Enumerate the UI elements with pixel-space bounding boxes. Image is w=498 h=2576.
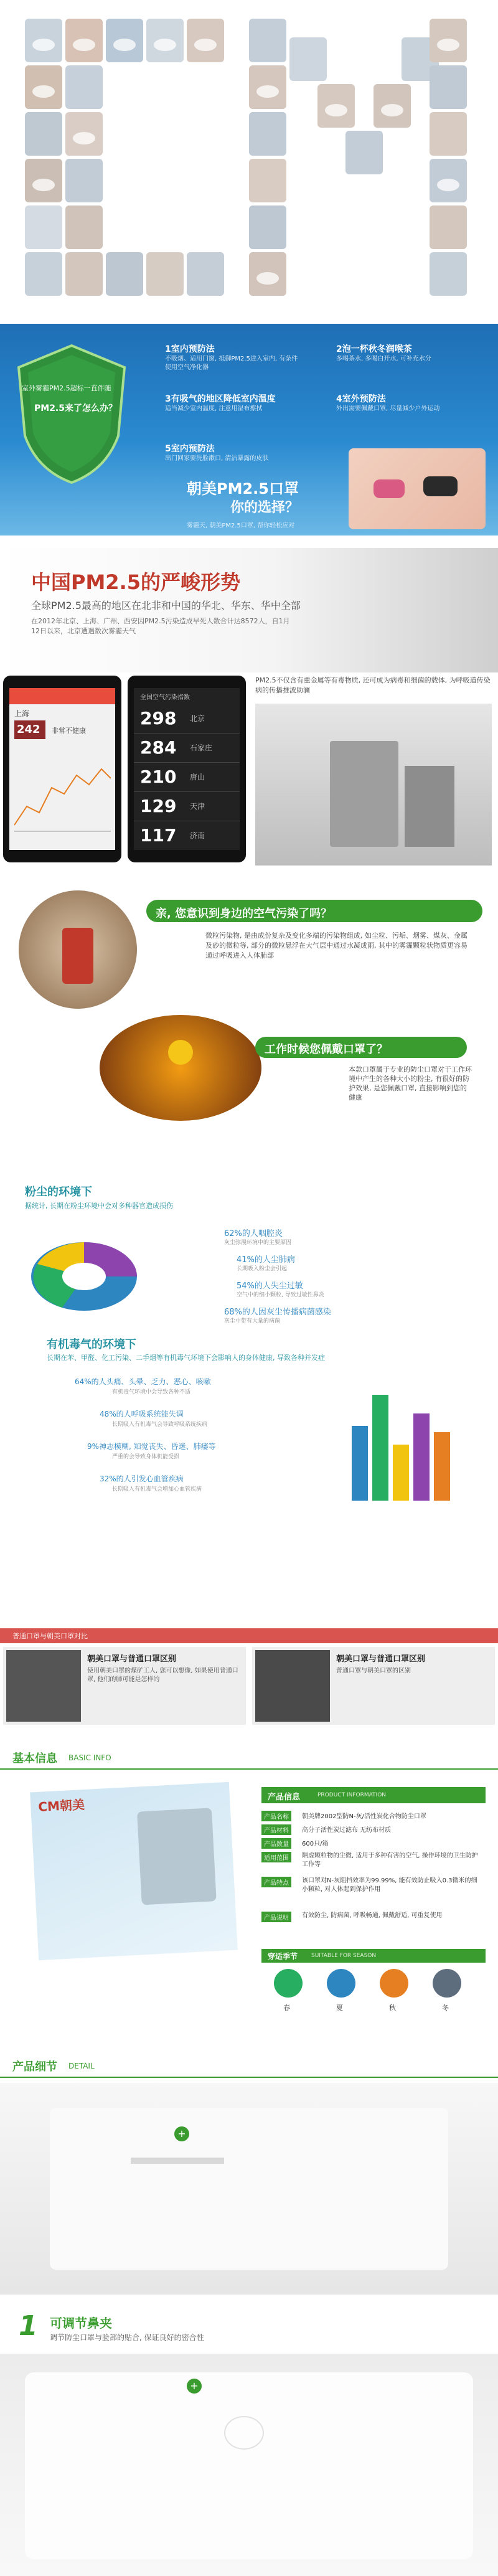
phone1-label: 非常不健康 [52,727,86,735]
slogan-line-2: 你的选择？ [230,500,299,516]
hero-banner [0,0,498,314]
detail-header: 产品细节 [12,2060,57,2074]
gas-subtitle: 长期在苯、甲醛、化工污染、二手烟等有机毒气环境下会影响人的身体健康, 导致各种并发症 [47,1354,325,1362]
stat-pct: 48%的人呼吸系统能失调 [100,1410,184,1418]
dust-subtitle: 据统计, 长期在粉尘环境中会对多种器官造成损伤 [25,1202,173,1210]
stat-pct: 64%的人头痛、头晕、乏力、恶心、咳嗽 [75,1377,211,1386]
detail-title: 可调节鼻夹 [50,2316,112,2331]
spec-value: 隔虚颗粒物的尘微, 适用于多种有害的空气, 操作环境的卫生防护工作等 [302,1852,478,1868]
aqi-value: 284 [140,737,177,758]
mask-detail-photo [0,2083,498,2295]
pollution-question: 亲, 您意识到身边的空气污染了吗？ [156,907,332,920]
spec-value: 600只/箱 [302,1841,329,1847]
tip-2 [336,342,473,364]
comparison-section [0,1628,498,1728]
phone1-city: 上海 [14,709,30,718]
detail-header-en: DETAIL [68,2062,95,2070]
spec-value: 该口罩对N-灰阻挡效率为99.99%, 能有效防止吸入0.3微米的细小颗粒, 对人体起到保护作用 [302,1877,477,1893]
tip-4 [336,392,473,413]
stat-desc: 有机毒气环境中会导致各种不适 [112,1389,191,1395]
stat-pct: 54%的人失尘过敏 [237,1281,303,1291]
aqi-city: 天津 [190,802,205,811]
detail-text: 调节防尘口罩与脸部的贴合, 保证良好的密合性 [50,2333,204,2342]
stat-pct: 41%的人尘肺病 [237,1255,295,1265]
info-header: 基本信息 [12,1752,57,1765]
spec-value: 朝美牌2002型防N-灰/活性炭化合物防尘口罩 [302,1813,426,1820]
detail-num: 1 [19,2310,38,2342]
compare-right-title: 朝美口罩与普通口罩区别 [336,1654,426,1664]
spec-key: 产品数量 [261,1838,291,1849]
pm25-subtitle: 全球PM2.5最高的地区在北非和中国的华北、华东、华中全部 [31,600,301,611]
tip-text: 外出需要佩戴口罩, 尽量减少户外运动 [336,405,440,412]
spec-table [261,1809,486,1935]
protection-tips-section [0,324,498,535]
phone-aqi-1 [3,676,121,862]
season-spring: 春 [283,2004,290,2012]
compare-right-text: 普通口罩与朝美口罩的区别 [336,1668,411,1674]
stat-pct: 32%的人引发心血管疾病 [100,1474,184,1483]
stat-pct: 62%的人咽腔炎 [224,1229,283,1238]
wear-text: 本款口罩属于专业的防尘口罩对于工作环境中产生的各种大小的粉尘, 有很好的防护效果, 是您佩戴口罩, 直接影响到您的健康 [349,1065,472,1102]
stat-desc: 灰尘弥漫环境中的主要原因 [224,1240,292,1246]
mask-detail-photo-2 [0,2354,498,2576]
bar-graphic [349,1370,454,1507]
stat-desc: 长期吸入粉尘会引起 [237,1266,288,1272]
tip-title: 2泡一杯秋冬润喉茶 [336,344,412,354]
tip-text: 适当减少室内温度, 注意用湿布擦拭 [165,405,263,412]
info-header-en: BASIC INFO [68,1753,111,1762]
aqi-value: 129 [140,796,177,816]
product-package [30,1782,238,1960]
title-prefix: 中国PM2.5的 [31,570,161,594]
stat-desc: 长期吸入有机毒气会增加心血管疾病 [112,1486,202,1493]
letter-m [249,19,467,296]
compare-left-card [3,1647,246,1725]
compare-left-text: 使用朝美口罩的煤矿工人, 您可以想像, 如果使用普通口罩, 他们的肺可能是怎样的 [87,1668,238,1683]
stat-desc: 灰尘中带有大量的病菌 [224,1318,281,1324]
stat-desc: 严重的会导致身体机能受损 [112,1454,180,1460]
letter-c [25,19,224,296]
tip-title: 5室内预防法 [165,444,215,454]
aqi-city: 济南 [190,831,205,840]
smog-city-photo [255,704,492,866]
aqi-city: 北京 [190,714,205,723]
aqi-city: 唐山 [190,773,205,781]
shield-text-1: 室外雾霾PM2.5超标一直伴随 [22,384,111,392]
stat-pct: 68%的人因灰尘传播病菌感染 [224,1308,331,1317]
phone-aqi-2 [128,676,246,862]
stat-pct: 9%神志模糊, 知觉丧失、昏迷、肺痿等 [87,1442,216,1451]
season-icons [268,1969,479,2019]
spec-value: 高分子活性炭过滤布 无纺布材质 [302,1827,392,1834]
aqi-value: 298 [140,708,177,729]
phone1-aqi: 242 [17,723,40,736]
tip-text: 出门回家要洗脸漱口, 清洁暴露的皮肤 [165,455,269,462]
season-label-en: SUITABLE FOR SEASON [311,1953,377,1959]
stat-desc: 长期吸入有机毒气会导致呼吸系统疾病 [112,1422,208,1428]
cm-letter-collage [0,0,498,314]
zoom-plus-icon[interactable]: + [174,2126,189,2141]
gas-stats [75,1376,336,1506]
donut-chart [25,1227,143,1320]
product-label-en: PRODUCT INFORMATION [317,1792,387,1798]
tip-title: 1室内预防法 [165,344,215,354]
compare-right-card [252,1647,495,1725]
spec-key: 适用范围 [261,1852,291,1862]
season-summer: 夏 [336,2004,343,2012]
product-detail-section [0,2055,498,2576]
aqi-value: 117 [140,825,177,846]
package-brand: CM朝美 [37,1797,85,1814]
worker-photo-circle [19,890,137,1009]
compare-header: 普通口罩与朝美口罩对比 [12,1632,88,1640]
basic-info-section [0,1743,498,2036]
dust-title: 粉尘的环境下 [25,1186,92,1199]
spec-key: 产品材料 [261,1824,291,1835]
title-highlight: 严峻形势 [161,570,241,594]
slogan-caption: 雾霾天, 朝美PM2.5口罩, 帮你轻松应对 [187,522,295,529]
pm25-title [31,567,240,595]
wear-question: 工作时候您佩戴口罩了？ [265,1043,388,1056]
tip-3 [165,392,302,413]
product-label: 产品信息 [268,1793,301,1802]
season-autumn: 秋 [389,2004,396,2012]
spec-value: 有效防尘, 防病菌, 呼吸畅通, 佩戴舒适, 可重复使用 [302,1912,443,1919]
spec-key: 产品名称 [261,1811,291,1821]
shield-icon [12,342,131,486]
tip-text: 多喝茶水, 多喝白开水, 可补充水分 [336,356,431,362]
aqi-city: 石家庄 [190,743,213,752]
gas-title: 有机毒气的环境下 [47,1338,136,1351]
season-label: 穿适季节 [268,1952,298,1961]
couple-photo [349,448,486,529]
pm25-right-text: PM2.5不仅含有重金属等有毒物质, 还可成为病毒和细菌的载体, 为呼吸道传染病的传播推波助澜 [255,676,491,694]
dust-environment-section [0,1183,498,1544]
tip-1 [165,342,302,372]
stat-desc: 空气中的细小颗粒, 导致过敏性鼻炎 [237,1292,324,1298]
pollution-text: 微粒污染物, 是由成份复杂及变化多端的污染物组成, 如尘粒、污垢、烟雾、煤灰、金属及砂的微粒等, 部分的微粒悬浮在大气层中通过水凝成雨, 其中的雾霾颗粒状物质更容易通过呼吸进入人体肺部 [205,932,467,960]
tip-title: 4室外预防法 [336,394,386,404]
fire-worker-photo [100,1015,261,1121]
pm25-paragraph: 在2012年北京、上海、广州、西安因PM2.5污染造成早死人数合计达8572人，自1月12日以来，北京遭遇数次雾霾天气 [31,617,290,635]
spec-key: 产品说明 [261,1912,291,1922]
slogan-line-1: 朝美PM2.5口罩 [187,480,299,498]
zoom-plus-icon[interactable]: + [187,2379,202,2394]
spec-key: 产品特点 [261,1877,291,1887]
tip-5 [165,442,302,463]
dust-stats [149,1227,473,1331]
tip-title: 3有吸气的地区降低室内温度 [165,394,276,404]
compare-left-title: 朝美口罩与普通口罩区别 [87,1654,177,1664]
pm25-section [0,548,498,872]
aqi-value: 210 [140,767,177,787]
mask-wear-section [0,1009,498,1121]
season-winter: 冬 [442,2004,449,2012]
shield-text-2: PM2.5来了怎么办？ [34,403,117,413]
phone2-header: 全国空气污染指数 [140,694,190,701]
tip-text: 不吸烟、适用门窗, 抵御PM2.5进入室内, 有条件使用空气净化器 [165,356,298,371]
